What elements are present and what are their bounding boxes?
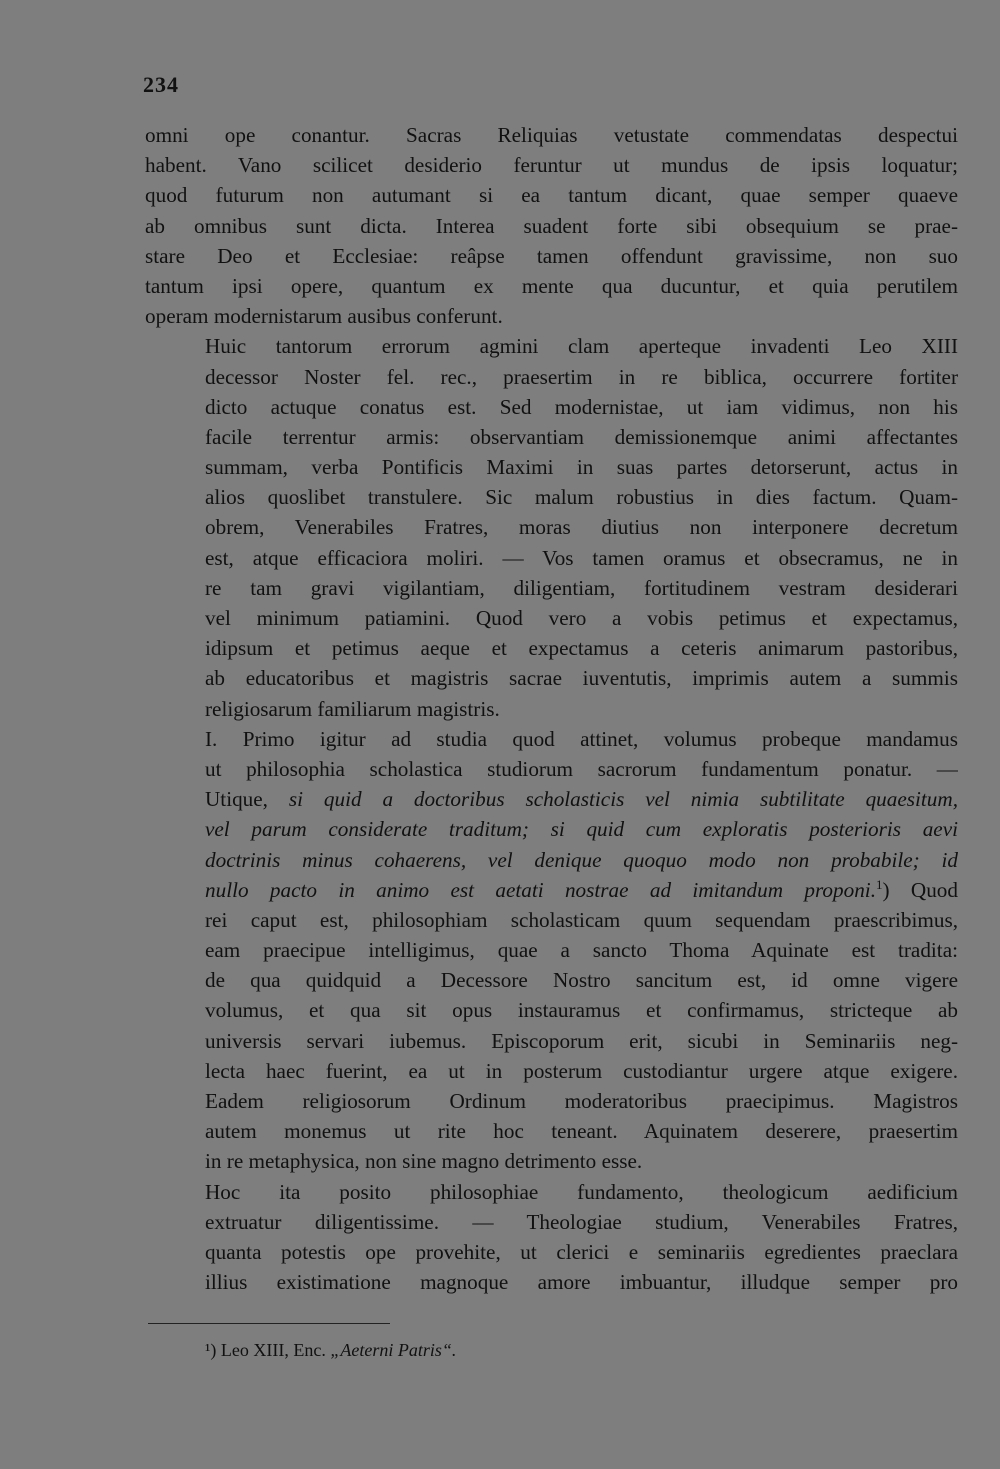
paragraph-4 [145, 1177, 958, 1298]
text-line: illius existimatione magnoque amore imbuantur, illudque semper pro [205, 1270, 958, 1295]
text-line: decessor Noster fel. rec., praesertim in re biblica, occurrere fortiter [205, 364, 958, 389]
text-line: summam, verba Pontificis Maximi in suas partes detorserunt, actus in [205, 455, 958, 480]
text-line: extruatur diligentissime. — Theologiae studium, Venerabiles Fratres, [205, 1209, 958, 1234]
paragraph-1 [145, 120, 958, 331]
text-line: eam praecipue intelligimus, quae a sancto Thoma Aquinate est tradita: [205, 938, 958, 963]
quotation-text: nullo pacto in animo est aetati nostrae ad imitandum proponi. [205, 877, 876, 902]
quotation-text: doctrinis minus cohaerens, vel denique quoquo modo non probabile; id [205, 847, 958, 872]
paragraph-2 [145, 331, 958, 723]
text-line: facile terrentur armis: observantiam demissionemque animi affectantes [205, 424, 958, 449]
text-line: est, atque efficaciora moliri. — Vos tamen oramus et obsecramus, ne in [205, 545, 958, 570]
text-line: quod futurum non autumant si ea tantum dicant, quae semper quaeve [145, 183, 958, 208]
text-line: re tam gravi vigilantiam, diligentiam, fortitudinem vestram desiderari [205, 575, 958, 600]
text-line: volumus, et qua sit opus instauramus et confirmamus, stricteque ab [205, 998, 958, 1023]
text-line: idipsum et petimus aeque et expectamus a ceteris animarum pastoribus, [205, 636, 958, 661]
text-run: Utique, [205, 787, 289, 812]
text-line [145, 784, 958, 814]
quotation-text: vel parum considerate traditum; si quid cum exploratis posterioris aevi [205, 817, 958, 842]
text-line: ab omnibus sunt dicta. Interea suadent forte sibi obsequium se prae- [145, 213, 958, 238]
text-line: I. Primo igitur ad studia quod attinet, volumus probeque mandamus [205, 726, 958, 751]
footnote-reference[interactable]: 1 [876, 876, 883, 892]
text-line: lecta haec fuerint, ea ut in posterum custodiantur urgere atque exigere. [205, 1058, 958, 1083]
text-line: obrem, Venerabiles Fratres, moras diutius non interponere decretum [205, 515, 958, 540]
text-line: ut philosophia scholastica studiorum sacrorum fundamentum ponatur. — [205, 756, 958, 781]
text-run: ) Quod [882, 877, 958, 902]
footnote-title: „Aeterni Patris“. [330, 1340, 457, 1360]
text-line: quanta potestis ope provehite, ut clerici e seminariis egredientes praeclara [205, 1239, 958, 1264]
footnote [205, 1340, 456, 1361]
text-line: stare Deo et Ecclesiae: reâpse tamen offendunt gravissime, non suo [145, 243, 958, 268]
text-line: universis servari iubemus. Episcoporum erit, sicubi in Seminariis neg- [205, 1028, 958, 1053]
text-line [145, 845, 958, 875]
text-line: ab educatoribus et magistris sacrae iuventutis, imprimis autem a summis [205, 666, 958, 691]
text-line: dicto actuque conatus est. Sed modernistae, ut iam vidimus, non his [205, 394, 958, 419]
text-line: omni ope conantur. Sacras Reliquias vetustate commendatas despectui [145, 123, 958, 147]
text-line: alios quoslibet transtulere. Sic malum robustius in dies factum. Quam- [205, 485, 958, 510]
text-line [145, 875, 958, 905]
text-line: vel minimum patiamini. Quod vero a vobis petimus et expectamus, [205, 606, 958, 630]
page-number: 234 [143, 72, 179, 97]
text-line: de qua quidquid a Decessore Nostro sancitum est, id omne vigere [205, 968, 958, 993]
text-line: Huic tantorum errorum agmini clam aperteque invadenti Leo XIII [205, 334, 958, 359]
paragraph-3 [145, 724, 958, 1177]
text-line: tantum ipsi opere, quantum ex mente qua ducuntur, et quia perutilem [145, 273, 958, 298]
quotation-text: si quid a doctoribus scholasticis vel nimia subtilitate quaesitum, [288, 787, 958, 812]
text-line [145, 814, 958, 844]
footnote-marker: ¹) [205, 1340, 221, 1360]
text-line: Eadem religiosorum Ordinum moderatoribus praecipimus. Magistros [205, 1089, 958, 1113]
text-line: operam modernistarum ausibus conferunt. [145, 304, 503, 329]
text-line: Hoc ita posito philosophiae fundamento, theologicum aedificium [205, 1179, 958, 1204]
footnote-text: Leo XIII, Enc. [220, 1340, 331, 1360]
text-line: in re metaphysica, non sine magno detrimento esse. [205, 1149, 643, 1174]
text-line: habent. Vano scilicet desiderio feruntur ut mundus de ipsis loquatur; [145, 153, 958, 178]
body-text [145, 120, 958, 1297]
footnote-divider [148, 1323, 390, 1324]
text-line: autem monemus ut rite hoc teneant. Aquinatem deserere, praesertim [205, 1119, 958, 1144]
text-line: rei caput est, philosophiam scholasticam quum sequendam praescribimus, [205, 907, 958, 932]
text-line: religiosarum familiarum magistris. [205, 696, 500, 721]
